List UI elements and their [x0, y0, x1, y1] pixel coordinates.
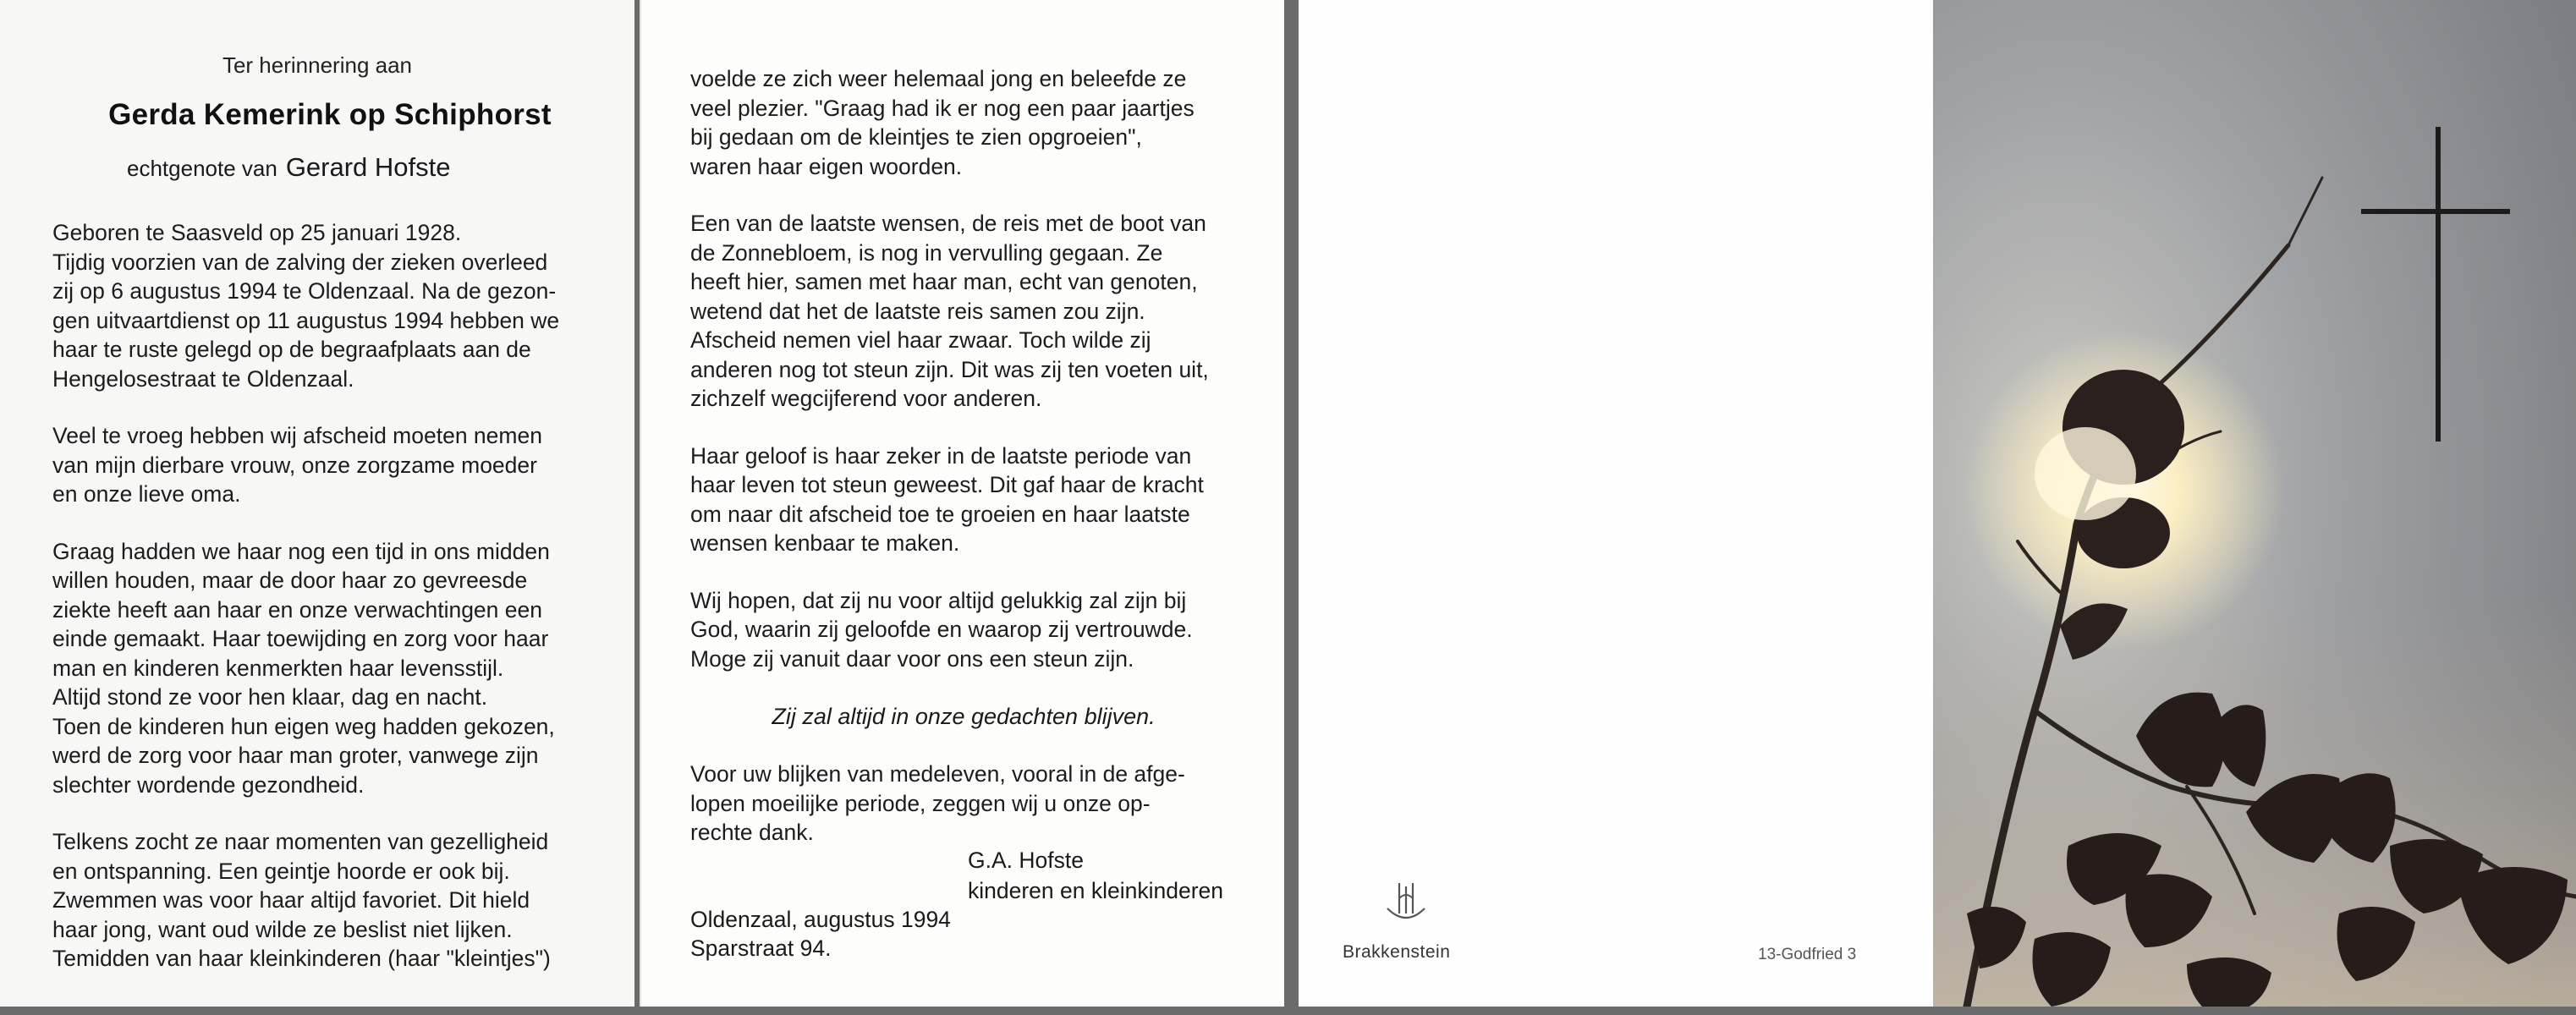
card-panel-middle — [640, 0, 1284, 1007]
text-line: Een van de laatste wensen, de reis met de boot van — [690, 211, 1206, 236]
text-line: waren haar eigen woorden. — [690, 153, 963, 179]
card-code: 13-Godfried 3 — [1758, 946, 1857, 963]
text-paragraph — [52, 537, 602, 800]
text-line: willen houden, maar de door haar zo gevreesde — [52, 568, 528, 593]
text-paragraph — [690, 760, 1249, 848]
text-line: Altijd stond ze voor hen klaar, dag en nacht. — [52, 684, 488, 710]
spouse-prefix: echtgenote van — [127, 156, 277, 181]
publisher-name: Brakkenstein — [1343, 942, 1451, 962]
cover-photo-panel — [1933, 0, 2576, 1007]
memorial-quote: Zij zal altijd in onze gedachten blijven. — [772, 704, 1156, 729]
text-line: wensen kenbaar te maken. — [690, 530, 960, 556]
text-line: voelde ze zich weer helemaal jong en beleefde ze — [690, 66, 1187, 91]
card-panel-left — [0, 0, 634, 1007]
thanks-text — [690, 760, 1249, 848]
text-line: haar leven tot steun geweest. Dit gaf haar de kracht — [690, 472, 1204, 497]
text-paragraph — [52, 827, 602, 974]
text-line: werd de zorg voor haar man groter, vanwege zijn — [52, 743, 539, 768]
text-line: heeft hier, samen met haar man, echt van genoten, — [690, 269, 1198, 294]
text-line: bij gedaan om de kleintjes te zien opgroeien", — [690, 124, 1142, 150]
text-paragraph — [690, 442, 1249, 558]
text-line: rechte dank. — [690, 820, 814, 845]
place-date: Oldenzaal, augustus 1994 — [690, 907, 951, 932]
text-line: haar jong, want oud wilde ze beslist niet lijken. — [52, 916, 513, 942]
deceased-name: Gerda Kemerink op Schiphorst — [108, 98, 552, 131]
card-back-panel — [1299, 0, 1933, 1007]
text-line: Telkens zocht ze naar momenten van gezelligheid — [52, 829, 549, 854]
signature-family: kinderen en kleinkinderen — [968, 878, 1224, 903]
biography-text — [52, 218, 602, 974]
text-line: gen uitvaartdienst op 11 augustus 1994 hebben we — [52, 307, 560, 333]
text-line: Wij hopen, dat zij nu voor altijd gelukkig zal zijn bij — [690, 587, 1187, 613]
spouse-name: Gerard Hofste — [285, 152, 451, 182]
address: Sparstraat 94. — [690, 935, 832, 961]
text-line: God, waarin zij geloofde en waarop zij vertrouwde. — [690, 617, 1193, 642]
text-line: de Zonnebloem, is nog in vervulling gegaan. Ze — [690, 239, 1163, 266]
sunlit-rose-branch-with-cross-photo — [1933, 0, 2576, 1007]
intro-text: Ter herinnering aan — [222, 52, 413, 78]
text-line: lopen moeilijke periode, zeggen wij u onze op- — [690, 790, 1151, 816]
text-line: Graag hadden we haar nog een tijd in ons midden — [52, 538, 550, 564]
text-line: Tijdig voorzien van de zalving der zieken overleed — [52, 249, 548, 275]
text-line: om naar dit afscheid toe te groeien en haar laatste — [690, 501, 1190, 527]
text-line: zij op 6 augustus 1994 te Oldenzaal. Na de gezon- — [52, 278, 557, 304]
text-line: en ontspanning. Een geintje hoorde er ook bij. — [52, 858, 510, 884]
spouse-line — [127, 152, 601, 183]
text-paragraph — [52, 218, 602, 393]
text-line: Voor uw blijken van medeleven, vooral in de afge- — [690, 761, 1185, 787]
text-line: van mijn dierbare vrouw, onze zorgzame moeder — [52, 452, 537, 478]
text-paragraph — [690, 64, 1249, 181]
text-line: haar te ruste gelegd op de begraafplaats aan de — [52, 337, 531, 362]
brakkenstein-logo-icon — [1381, 880, 1431, 930]
signature-spouse: G.A. Hofste — [968, 848, 1084, 873]
text-line: wetend dat het de laatste reis samen zou zijn. — [690, 298, 1145, 324]
text-line: Geboren te Saasveld op 25 januari 1928. — [52, 220, 462, 245]
text-line: veel plezier. "Graag had ik er nog een paar jaartjes — [690, 95, 1195, 121]
text-line: zichzelf wegcijferend voor anderen. — [690, 386, 1042, 411]
text-line: Hengelosestraat te Oldenzaal. — [52, 365, 354, 392]
text-paragraph — [690, 586, 1249, 674]
text-line: Temidden van haar kleinkinderen (haar "kleintjes") — [52, 946, 551, 971]
text-line: ziekte heeft aan haar en onze verwachtingen een — [52, 596, 542, 623]
biography-continued-text — [690, 64, 1249, 673]
text-paragraph — [52, 421, 602, 509]
text-line: Haar geloof is haar zeker in de laatste periode van — [690, 442, 1192, 469]
text-line: Zwemmen was voor haar altijd favoriet. Dit hield — [52, 887, 530, 913]
text-paragraph — [690, 209, 1249, 414]
text-line: Afscheid nemen viel haar zwaar. Toch wilde zij — [690, 327, 1151, 353]
text-line: slechter wordende gezondheid. — [52, 771, 365, 798]
text-line: anderen nog tot steun zijn. Dit was zij ten voeten uit, — [690, 356, 1209, 382]
text-line: einde gemaakt. Haar toewijding en zorg voor haar — [52, 626, 549, 651]
text-line: Moge zij vanuit daar voor ons een steun zijn. — [690, 645, 1134, 672]
text-line: man en kinderen kenmerkten haar levensstijl. — [52, 655, 504, 681]
text-line: Veel te vroeg hebben wij afscheid moeten nemen — [52, 423, 542, 448]
text-line: en onze lieve oma. — [52, 481, 241, 507]
text-line: Toen de kinderen hun eigen weg hadden gekozen, — [52, 713, 555, 739]
